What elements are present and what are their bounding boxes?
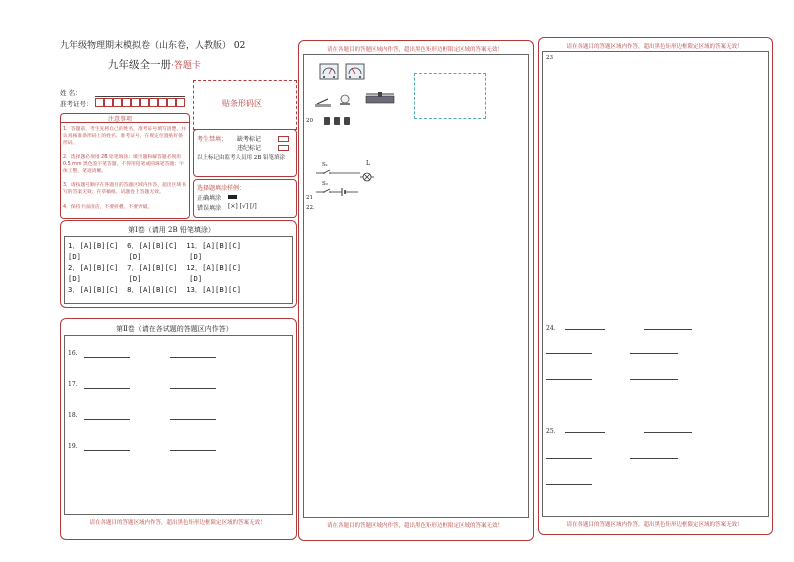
id-digit-box[interactable] — [158, 98, 167, 107]
answer-line[interactable] — [630, 458, 678, 459]
column3-answer-box — [542, 51, 769, 517]
id-digit-box[interactable] — [167, 98, 176, 107]
part2-inner-box — [64, 335, 293, 515]
absent-label: 缺考标记 — [237, 136, 262, 143]
answer-line[interactable] — [170, 450, 216, 451]
page-title: 九年级物理期末模拟卷（山东卷，人教版） 02 — [60, 41, 246, 51]
name-label: 姓 名： — [60, 89, 82, 97]
choice-row[interactable]: 1．[A][B][C] 6．[A][B][C] 11．[A][B][C] — [68, 241, 242, 250]
id-label: 准考证号： — [60, 100, 93, 108]
rheostat-icon — [364, 91, 396, 105]
question-24-label: 24． — [546, 325, 560, 332]
answer-line[interactable] — [84, 357, 130, 358]
answer-line[interactable] — [84, 419, 130, 420]
id-digit-box[interactable] — [131, 98, 140, 107]
id-digit-box[interactable] — [149, 98, 158, 107]
part1-title: 第Ⅰ卷（请用 2B 铅笔填涂） — [128, 226, 215, 234]
choice-row[interactable]: [D] [D] [D] — [68, 252, 203, 261]
prohibited-label: 考生禁填： — [197, 136, 228, 143]
id-digit-box[interactable] — [122, 98, 131, 107]
boundary-warning: 请在各题目的答题区域内作答，超出黑色矩形边框限定区域的答案无效！ — [566, 522, 743, 528]
question-17-label: 17. — [68, 381, 78, 388]
answer-line[interactable] — [630, 353, 678, 354]
answer-line[interactable] — [565, 329, 605, 330]
correct-fill-mark — [228, 195, 237, 199]
prohibited-note: 以上标记由监考人员用 2B 铅笔填涂 — [197, 155, 286, 161]
answer-line[interactable] — [546, 353, 592, 354]
answer-line[interactable] — [84, 388, 130, 389]
question-19-label: 19. — [68, 443, 78, 450]
boundary-warning: 请在各题目的答题区域内作答，超出黑色矩形边框限定区域的答案无效！ — [326, 523, 503, 529]
wrong-fill-label: 错误填涂 — [197, 205, 222, 212]
id-digit-box[interactable] — [104, 98, 113, 107]
circuit-diagram — [310, 160, 360, 198]
bulb-icon — [338, 91, 352, 103]
choice-row[interactable]: 3．[A][B][C] 8．[A][B][C] 13．[A][B][C] — [68, 285, 242, 294]
voltmeter-icon — [345, 63, 365, 80]
notice-item: 2．选择题必须用 2B 铅笔填涂；填空题和解答题必须用 0.5 mm 黑色签字笔答题，不得用铅笔或圆珠笔答题；字体工整、笔迹清晰。 — [63, 155, 184, 174]
answer-line[interactable] — [546, 458, 592, 459]
id-digit-box[interactable] — [113, 98, 122, 107]
question-22-label: 22. — [306, 205, 315, 211]
barcode-label: 贴条形码区 — [222, 99, 262, 108]
id-digit-box[interactable] — [176, 98, 185, 107]
fill-example-label: 选择题填涂样例： — [197, 185, 246, 192]
switch-s1-label: S₁ — [322, 162, 328, 168]
question-20-label: 20 — [306, 118, 313, 124]
boundary-warning: 请在各题目的答题区域内作答，超出黑色矩形边框限定区域的答案无效！ — [326, 47, 503, 53]
question-23-label: 23 — [546, 55, 553, 61]
question-16-label: 16. — [68, 350, 78, 357]
wrong-fill-marks: [×] [√] [/] — [228, 203, 257, 210]
question-21-label: 21 — [306, 195, 313, 201]
answer-line[interactable] — [546, 484, 592, 485]
id-number-boxes[interactable] — [95, 98, 187, 107]
violation-mark-box[interactable] — [278, 145, 289, 151]
choice-row[interactable]: [D] [D] [D] — [68, 274, 203, 283]
circuit-drawing-area[interactable] — [414, 73, 486, 119]
page-subtitle — [108, 57, 201, 72]
id-digit-box[interactable] — [95, 98, 104, 107]
subtitle-tag: ·答题卡 — [171, 61, 201, 71]
violation-label: 违纪标记 — [237, 145, 262, 152]
answer-line[interactable] — [644, 329, 692, 330]
id-digit-box[interactable] — [140, 98, 149, 107]
answer-line[interactable] — [565, 432, 605, 433]
answer-line[interactable] — [630, 379, 678, 380]
lamp-label: L — [366, 160, 370, 167]
answer-line[interactable] — [170, 357, 216, 358]
notice-item: 4．保持卡面清洁，不要折叠、不要弄破。 — [63, 205, 153, 210]
lamp-symbol — [360, 168, 374, 180]
correct-fill-label: 正确填涂 — [197, 195, 222, 202]
boundary-warning: 请在各题目的答题区域内作答，超出黑色矩形边框限定区域的答案无效！ — [566, 44, 743, 50]
boundary-warning: 请在各题目的答题区域内作答，超出黑色矩形边框限定区域的答案无效！ — [89, 520, 266, 526]
ammeter-icon — [319, 63, 339, 80]
subtitle-text: 九年级全一册 — [108, 59, 171, 71]
choice-row[interactable]: 2．[A][B][C] 7．[A][B][C] 12．[A][B][C] — [68, 263, 242, 272]
answer-line[interactable] — [84, 450, 130, 451]
notice-title: 注意事项 — [108, 116, 133, 123]
notice-item: 1．答题前，考生先将自己的姓名，准考证号填写清楚，并认真核准条形码上的姓名、准考证号，在规定位置贴好条形码。 — [63, 127, 186, 146]
battery-icon — [324, 111, 350, 121]
switch-s2-label: S₂ — [322, 181, 328, 187]
question-25-label: 25． — [546, 428, 560, 435]
switch-icon — [314, 93, 332, 103]
answer-line[interactable] — [170, 388, 216, 389]
absent-mark-box[interactable] — [278, 136, 289, 142]
notice-item: 3．请按题号顺序在各题目的答题区域内作答，超出区域书写的答案无效；在草稿纸、试题卷上答题无效。 — [63, 183, 186, 195]
answer-line[interactable] — [546, 379, 592, 380]
answer-line[interactable] — [644, 432, 692, 433]
part2-title: 第Ⅱ卷（请在各试题的答题区内作答） — [116, 325, 233, 333]
name-field[interactable] — [95, 96, 185, 97]
question-18-label: 18. — [68, 412, 78, 419]
answer-line[interactable] — [170, 419, 216, 420]
